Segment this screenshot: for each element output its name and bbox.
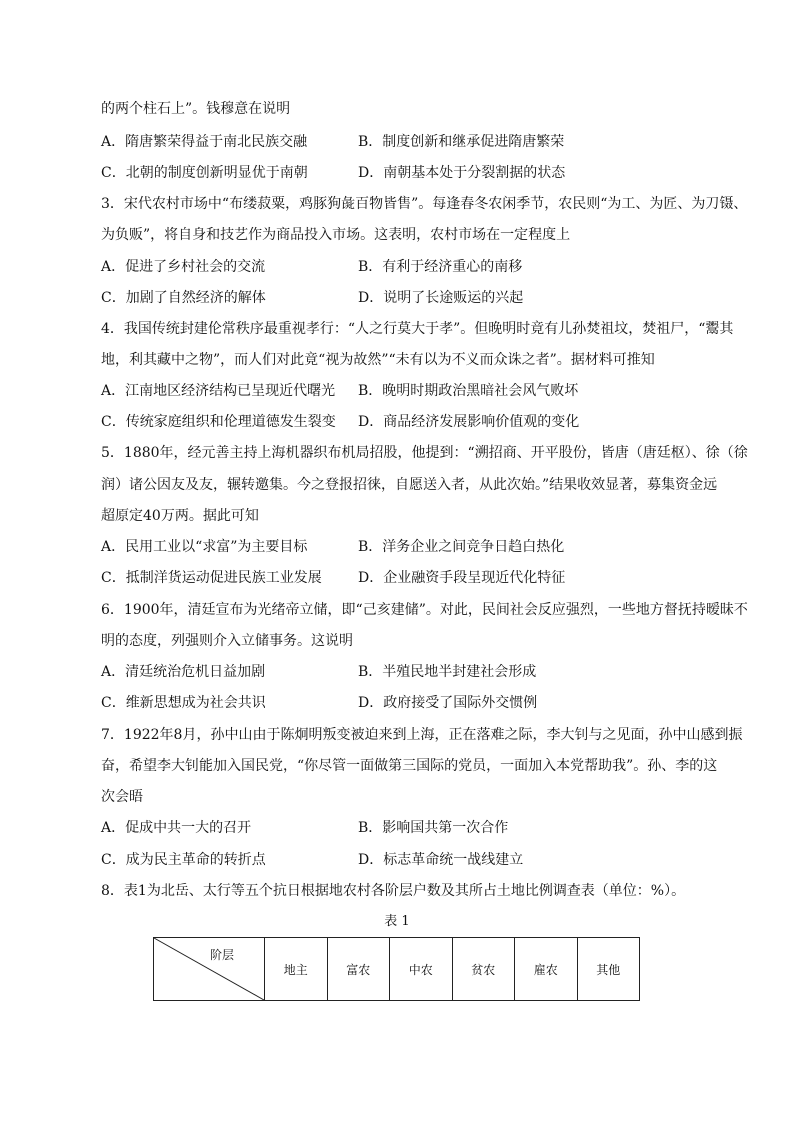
- q6-stem-line2: 明的态度，列强则介入立储事务。这说明: [101, 633, 353, 649]
- corner-header-label: 阶层: [210, 948, 235, 962]
- q6-option-a: A．清廷统治危机日益加剧: [101, 664, 266, 680]
- q5-stem-line2: 润）诸公因友及友，辗转邀集。今之登报招徕，自愿送入者，从此次始。”结果收效显著，募集资金远: [101, 477, 718, 493]
- q4-option-c: C．传统家庭组织和伦理道德发生裂变: [101, 414, 336, 430]
- q6-stem-line1: 6．1900年，清廷宣布为光绪帝立储，即“己亥建储”。对此，民间社会反应强烈，一些地方督抚持暧昧不: [101, 602, 748, 618]
- q4-stem-line1: 4．我国传统封建伦常秩序最重视孝行：“人之行莫大于孝”。但晚明时竟有儿孙焚祖坟，焚祖尸，“鬻其: [101, 321, 734, 337]
- q6-option-c: C．维新思想成为社会共识: [101, 695, 266, 711]
- q5-option-b: B．洋务企业之间竞争日趋白热化: [358, 539, 565, 555]
- table-caption: 表 1: [384, 914, 410, 929]
- q5-stem-line3: 超原定40万两。据此可知: [101, 508, 259, 524]
- q5-option-c: C．抵制洋货运动促进民族工业发展: [101, 570, 322, 586]
- q3-option-d: D．说明了长途贩运的兴起: [358, 290, 524, 306]
- q3-stem-line2: 为负贩”，将自身和技艺作为商品投入市场。这表明，农村市场在一定程度上: [101, 227, 571, 243]
- q6-option-b: B．半殖民地半封建社会形成: [358, 664, 537, 680]
- table-corner-cell: [154, 938, 265, 1001]
- q4-option-d: D．商品经济发展影响价值观的变化: [358, 414, 580, 430]
- q3-option-c: C．加剧了自然经济的解体: [101, 290, 266, 306]
- col-header-middle-peasant: 中农: [390, 938, 453, 1001]
- table-header-row: [154, 938, 640, 1001]
- col-header-poor-peasant: 贫农: [452, 938, 515, 1001]
- diagonal-line: [154, 938, 264, 1000]
- q7-option-d: D．标志革命统一战线建立: [358, 852, 524, 868]
- q7-stem-line3: 次会晤: [101, 789, 143, 805]
- q5-option-d: D．企业融资手段呈现近代化特征: [358, 570, 566, 586]
- q8-stem-line1: 8．表1为北岳、太行等五个抗日根据地农村各阶层户数及其所占土地比例调查表（单位：%）。: [101, 883, 686, 899]
- q2-option-c: C．北朝的制度创新明显优于南朝: [101, 165, 308, 181]
- q7-stem-line2: 奋，希望李大钊能加入国民党，“你尽管一面做第三国际的党员，一面加入本党帮助我”。孙、李的这: [101, 758, 718, 774]
- q3-stem-line1: 3．宋代农村市场中“布缕菽粟，鸡豚狗彘百物皆售”。每逢春冬农闲季节，农民则“为工、为匠、为刀镊、: [101, 196, 748, 212]
- q4-option-b: B．晚明时期政治黑暗社会风气败坏: [358, 383, 579, 399]
- q5-option-a: A．民用工业以“求富”为主要目标: [101, 539, 308, 555]
- q2-option-d: D．南朝基本处于分裂割据的状态: [358, 165, 566, 181]
- q6-option-d: D．政府接受了国际外交惯例: [358, 695, 538, 711]
- col-header-landlord: 地主: [265, 938, 328, 1001]
- q7-option-a: A．促成中共一大的召开: [101, 820, 252, 836]
- q7-stem-line1: 7．1922年8月，孙中山由于陈炯明叛变被迫来到上海，正在落难之际，李大钊与之见面，孙中山感到振: [101, 727, 743, 743]
- q5-stem-line1: 5．1880年，经元善主持上海机器织布机局招股，他提到：“溯招商、开平股份，皆唐（唐廷枢）、徐（徐: [101, 445, 748, 461]
- col-header-other: 其他: [577, 938, 640, 1001]
- col-header-rich-peasant: 富农: [327, 938, 390, 1001]
- q3-option-b: B．有利于经济重心的南移: [358, 259, 523, 275]
- q4-option-a: A．江南地区经济结构已呈现近代曙光: [101, 383, 336, 399]
- q2-option-a: A．隋唐繁荣得益于南北民族交融: [101, 134, 308, 150]
- q4-stem-line2: 地，利其藏中之物”，而人们对此竟“视为故然”“未有以为不义而众诛之者”。据材料可推知: [101, 352, 655, 368]
- q3-option-a: A．促进了乡村社会的交流: [101, 259, 266, 275]
- q7-option-c: C．成为民主革命的转折点: [101, 852, 266, 868]
- col-header-hired-laborer: 雇农: [515, 938, 578, 1001]
- land-survey-table: [153, 937, 640, 1001]
- q2-option-b: B．制度创新和继承促进隋唐繁荣: [358, 134, 565, 150]
- q2-stem-continued: 的两个柱石上”。钱穆意在说明: [101, 101, 291, 117]
- q7-option-b: B．影响国共第一次合作: [358, 820, 509, 836]
